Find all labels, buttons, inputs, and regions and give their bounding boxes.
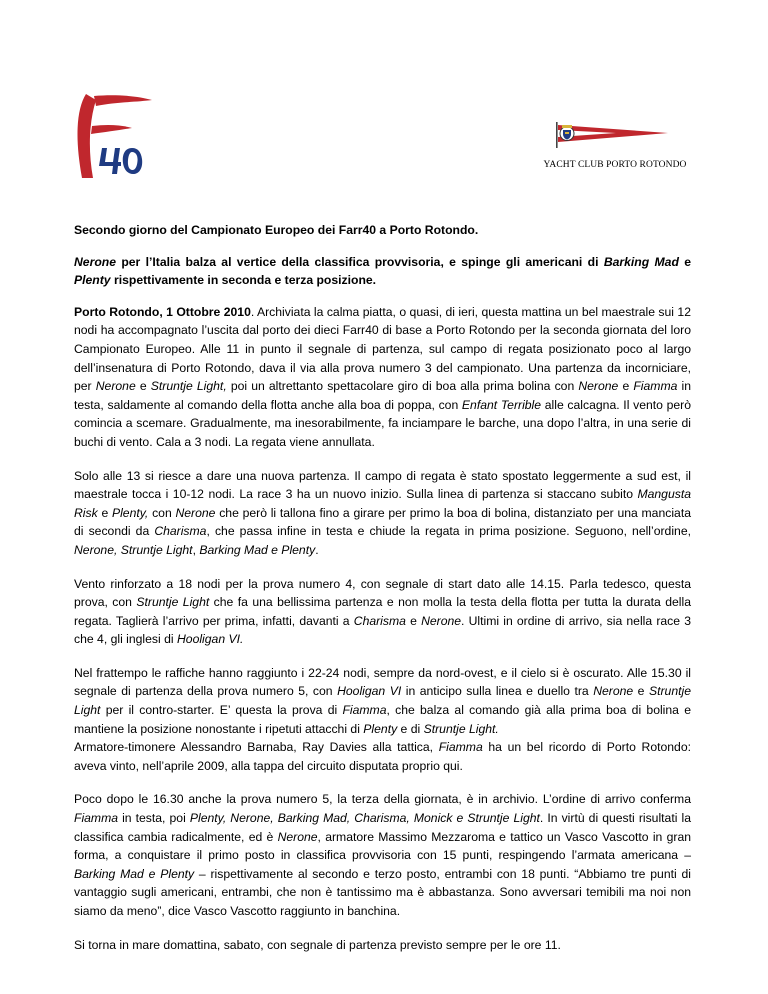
article-subtitle: Nerone per l’Italia balza al vertice della classifica provvisoria, e spinge gli americani di Barking Mad e Plenty rispettivamente in seconda e terza posizione. [74, 254, 692, 288]
paragraph-7: Si torna in mare domattina, sabato, con segnale di partenza previsto sempre per le ore 11. [74, 937, 561, 952]
paragraph-5: Armatore-timonere Alessandro Barnaba, Ray Davies alla tattica, Fiamma ha un bel ricordo di Porto Rotondo: aveva vinto, nell’aprile 2009, alla tappa del circuito disputata proprio qui. [74, 740, 691, 773]
paragraph-3: Vento rinforzato a 18 nodi per la prova numero 4, con segnale di start dato alle 14.15. Parla tedesco, questa prova, con Struntje Light che fa una bellissima partenza e non molla la testa della flotta per tutta la durata della regata. Taglierà l’arrivo per prima, infatti, davanti a Charisma e Nerone. Ultimi in ordine di arrivo, sia nella race 3 che 4, gli inglesi di Hooligan VI. [74, 576, 691, 647]
article [74, 221, 691, 969]
paragraph-6: Poco dopo le 16.30 anche la prova numero 5, la terza della giornata, è in archivio. L’ordine di arrivo conferma Fiamma in testa, poi Plenty, Nerone, Barking Mad, Charisma, Monick e Struntje Light. In virtù di questi risultati la classifica cambia radicalmente, ed è Nerone, armatore Massimo Mezzaroma e tattico un Vasco Vascotto in gran forma, a conquistare il primo posto in classifica provvisoria con 15 punti, respingendo l’armata americana – Barking Mad e Plenty – rispettivamente al secondo e terzo posto, entrambi con 18 punti. “Abbiamo tre punti di vantaggio sugli americani, entrambi, che non è tantissimo ma è abbastanza. Sono avversari temibili ma noi non siamo da meno”, dice Vasco Vascotto raggiunto in banchina. [74, 792, 691, 918]
yacht-club-name: YACHT CLUB PORTO ROTONDO [543, 160, 687, 170]
paragraph-4: Nel frattempo le raffiche hanno raggiunto i 22-24 nodi, sempre da nord-ovest, e il cielo si è oscurato. Alle 15.30 il segnale di partenza della prova numero 5, con Hooligan VI in anticipo sulla linea e duello tra Nerone e Struntje Light per il contro-starter. E’ questa la prova di Fiamma, che balza al comando già alla prima boa di bolina e mantiene la posizione nonostante i ripetuti attacchi di Plenty e di Struntje Light. [74, 665, 691, 736]
paragraph-2: Solo alle 13 si riesce a dare una nuova partenza. Il campo di regata è stato spostato leggermente a sud est, il maestrale tocca i 10-12 nodi. La race 3 ha un nuovo inizio. Sulla linea di partenza si staccano subito Mangusta Risk e Plenty, con Nerone che però li tallona fino a girare per primo la boa di bolina, distanziato per una manciata di secondi da Charisma, che passa infine in testa e chiude la regata in prima posizione. Seguono, nell’ordine, Nerone, Struntje Light, Barking Mad e Plenty. [74, 468, 691, 557]
paragraph-1: Porto Rotondo, 1 Ottobre 2010. Archiviata la calma piatta, o quasi, di ieri, questa mattina un bel maestrale sui 12 nodi ha accompagnato l’uscita dal porto dei dieci Farr40 di base a Porto Rotondo per la seconda giornata del loro Campionato Europeo. Alle 11 in punto il segnale di partenza, sul campo di regata posizionato poco al largo dell’insenatura di Porto Rotondo, dava il via alla prova numero 3 del campionato. Una partenza da incorniciare, per Nerone e Struntje Light, poi un altrettanto spettacolare giro di boa alla prima bolina con Nerone e Fiamma in testa, saldamente al comando della flotta anche alla boa di poppa, con Enfant Terrible alle calcagna. Il vento però comincia a scemare. Gradualmente, ma inesorabilmente, fa inciampare le barche, una dopo l’altra, in una serie di buchi di vento. Cala a 3 nodi. La regata viene annullata. [74, 304, 691, 449]
article-title: Secondo giorno del Campionato Europeo dei Farr40 a Porto Rotondo. [74, 223, 479, 237]
yacht-club-burgee [556, 122, 668, 148]
farr40-logo [66, 90, 158, 182]
